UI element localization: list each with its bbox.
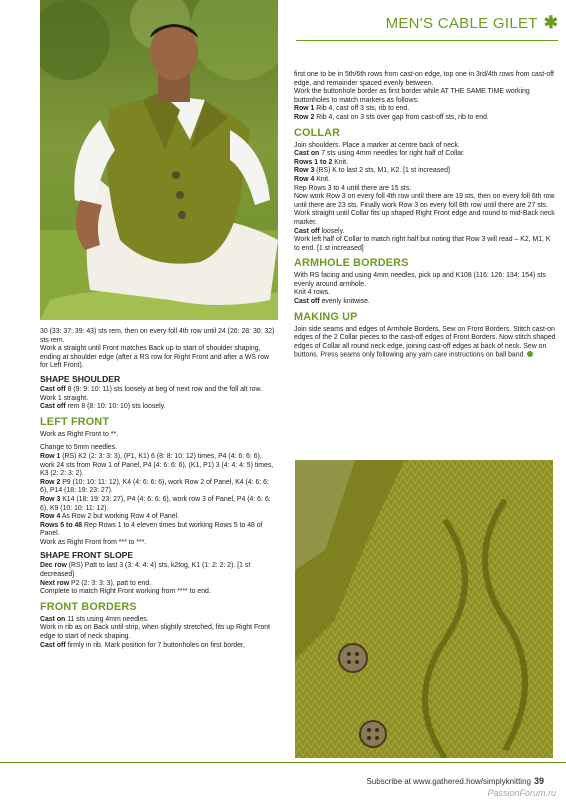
section-heading: SHAPE FRONT SLOPE: [40, 550, 134, 561]
end-marker-icon: [527, 351, 533, 357]
instruction-line: Cast off 8 (9: 9: 10: 11) sts loosely at beg of next row and the foll alt row.: [40, 385, 263, 393]
instruction-line: Row 3 (RS) K to last 2 sts, M1, K2. [1 st increased]: [294, 167, 450, 175]
instruction-line: Work in rib as on Back until strip, when slightly stretched, fits up Right Front edge to start of neck shaping.: [40, 624, 271, 641]
instruction-line: Rows 1 to 2 Knit.: [294, 158, 348, 166]
instruction-line: Cast off loosely.: [294, 227, 345, 235]
instruction-line: Knit 4 rows.: [294, 289, 330, 297]
article-title-text: MEN'S CABLE GILET: [385, 14, 538, 32]
page-number: 39: [533, 776, 544, 786]
instruction-line: Dec row (RS) Patt to last 3 (3: 4: 4: 4) sts, k2tog, K1 (1: 2: 2: 2). [1 st decreased]: [40, 562, 251, 579]
header-divider: [296, 40, 558, 41]
instruction-line: Rows 5 to 48 Rep Rows 1 to 4 eleven times but working Rows 5 to 48 of Panel.: [40, 521, 263, 538]
instruction-line: Work 1 straight.: [40, 394, 89, 402]
instruction-line: Join side seams and edges of Armhole Borders. Sew on Front Borders. Stitch cast-on edges of the 2 Collar pieces to the cast-off edges of Front Borders. Now stitch shaped edges of Collar all round neck edge, joining cast-off edges at back of neck. Sew on buttons. Press seams only following any yarn care instructions on ball band.: [294, 325, 556, 359]
instruction-line: Cast on 7 sts using 4mm needles for right half of Collar.: [294, 150, 465, 158]
left-column: [40, 328, 276, 650]
article-title: [296, 8, 558, 38]
page-footer: [366, 776, 544, 786]
instruction-line: Work straight until Collar fits up shaped Right Front edge and round to mid-Back neck marker.: [294, 210, 555, 226]
instruction-line: Cast on 11 sts using 4mm needles.: [40, 615, 149, 623]
detail-photo: [295, 460, 553, 758]
instruction-line: Cast off evenly knitwise.: [294, 298, 370, 306]
section-heading: MAKING UP: [294, 310, 358, 323]
paragraph: 30 (33: 37: 39: 43) sts rem, then on every foll 4th row until 24 (26: 28: 30: 32) sts rem.: [40, 328, 275, 344]
section-heading: COLLAR: [294, 126, 341, 139]
instruction-line: Work as Right Front to **.: [40, 430, 118, 438]
watermark: PassionForum.ru: [487, 788, 556, 798]
instruction-line: Join shoulders. Place a marker at centre back of neck.: [294, 141, 460, 149]
subscribe-link[interactable]: Subscribe at www.gathered.how/simplyknitting: [366, 777, 531, 786]
section-heading: SHAPE SHOULDER: [40, 373, 121, 384]
right-column: [294, 71, 558, 361]
instruction-line: Complete to match Right Front working from **** to end.: [40, 588, 211, 596]
instruction-line: Row 4 As Row 2 but working Row 4 of Panel.: [40, 513, 180, 521]
instruction-line: Row 3 K14 (18: 19: 23: 27), P4 (4: 6: 6: 6), work row 3 of Panel, P4 (4: 6: 6: 6), K9 (10: 10: 11: 12).: [40, 495, 271, 512]
instruction-line: first one to be in 5th/6th rows from cast-on edge, top one in 3rd/4th rows from cast-off edge, and remainder spaced evenly between.: [294, 71, 554, 87]
instruction-line: Work the buttonhole border as first border while AT THE SAME TIME working buttonholes to match markers as follows:: [294, 88, 530, 104]
instruction-line: Work left half of Collar to match right half but noting that Row 3 will read – K2, M1, K to end. [1 st increased]: [294, 236, 551, 252]
instruction-line: Row 4 Knit.: [294, 175, 330, 183]
instruction-line: Row 2 Rib 4, cast on 3 sts over gap from cast-off sts, rib to end.: [294, 113, 489, 121]
instruction-line: Work as Right Front from *** to ***.: [40, 538, 147, 546]
instruction-line: Cast off rem 8 (8: 10: 10: 10) sts loosely.: [40, 403, 166, 411]
instruction-line: Next row P2 (2: 3: 3: 3), patt to end.: [40, 579, 152, 587]
shamrock-icon: ✱: [543, 13, 558, 32]
instruction-line: Change to 5mm needles.: [40, 444, 117, 452]
instruction-line: Now work Row 3 on every foll 4th row until there are 19 sts, then on every foll 6th row until there are 23 sts. Finally work Row 3 on every foll 8th row until there are 27 sts.: [294, 193, 555, 209]
instruction-line: Row 1 Rib 4, cast off 3 sts, rib to end.: [294, 105, 410, 113]
instruction-line: Rep Rows 3 to 4 until there are 15 sts.: [294, 184, 412, 192]
section-heading: ARMHOLE BORDERS: [294, 257, 409, 270]
paragraph: Work a straight until Front matches Back up to start of shoulder shaping, ending at shoulder edge (after a RS row for Right Front and after a WS row for Left Front).: [40, 345, 270, 370]
section-heading: FRONT BORDERS: [40, 600, 137, 613]
instruction-line: Row 1 (RS) K2 (2: 3: 3: 3), (P1, K1) 6 (8: 8: 10: 12) times, P4 (4: 6: 6: 6), work 24 sts from Row 1 of Panel, P4 (4: 6: 6: 6), (K1, P1) 3 (4: 4: 4: 5) times, K3 (2: 2: 3: 2).: [40, 452, 274, 478]
instruction-line: With RS facing and using 4mm needles, pick up and K108 (116: 126: 134: 154) sts evenly around armhole.: [294, 272, 546, 288]
footer-divider: [0, 762, 566, 763]
instruction-line: Row 2 P9 (10: 10: 11: 12), K4 (4: 6: 6: 6), work Row 2 of Panel, K4 (4: 6: 6: 6), P14 (18: 19: 23: 27).: [40, 478, 269, 495]
model-photo: [40, 0, 278, 320]
instruction-line: Cast off firmly in rib. Mark position for 7 buttonholes on first border,: [40, 641, 245, 649]
section-heading: LEFT FRONT: [40, 415, 110, 428]
